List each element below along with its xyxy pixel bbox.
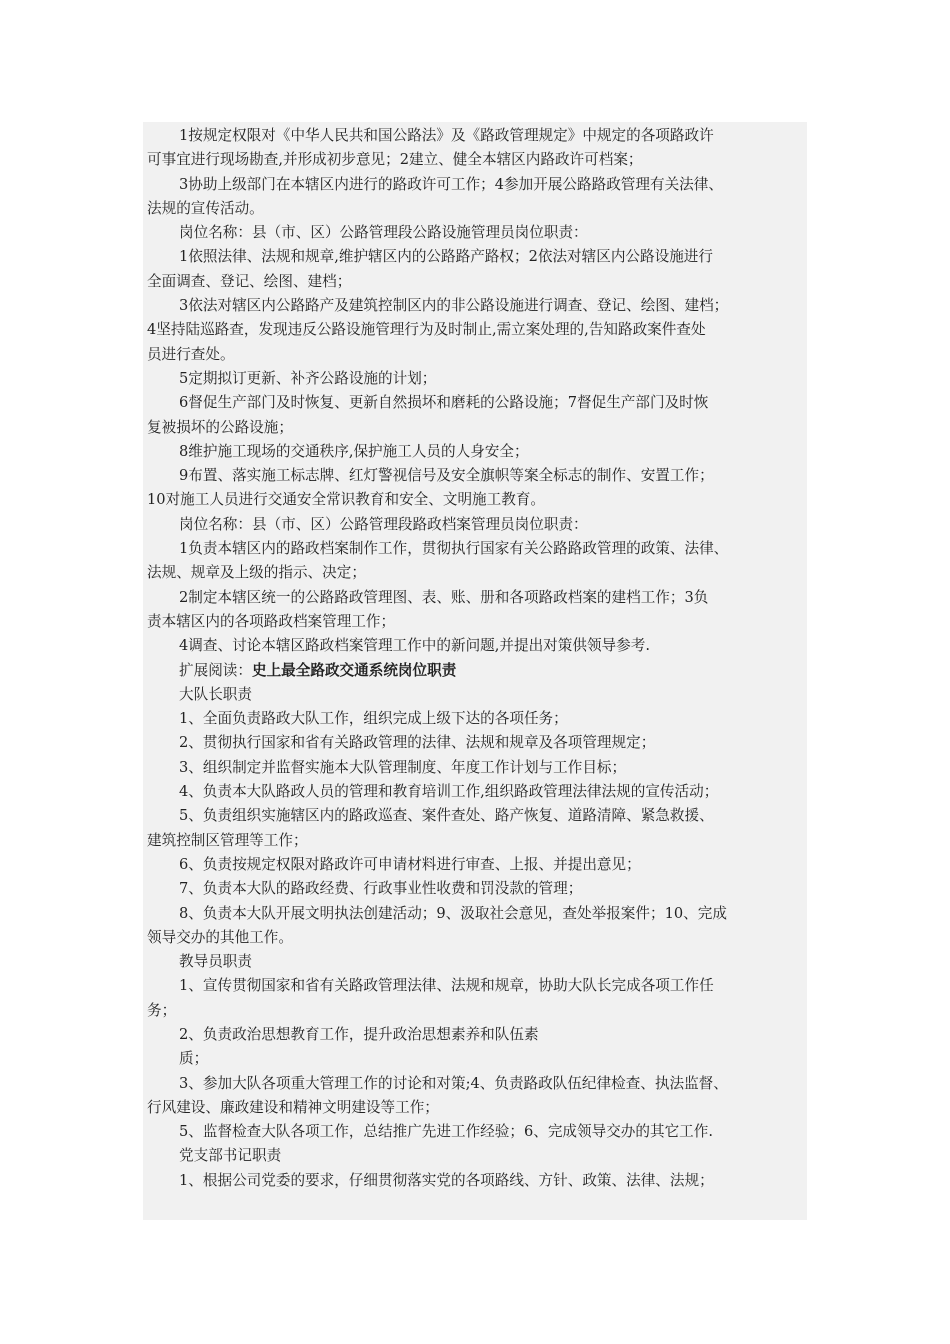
text-line xyxy=(147,950,803,974)
text-line-content: 责本辖区内的各项路政档案管理工作； xyxy=(147,612,396,630)
text-line xyxy=(147,464,803,488)
text-line-content: 岗位名称：县（市、区）公路管理段公路设施管理员岗位职责： xyxy=(179,224,588,242)
text-line xyxy=(147,221,803,245)
text-line-content: 9布置、落实施工标志牌、红灯警视信号及安全旗帜等案全标志的制作、安置工作； xyxy=(179,467,714,485)
text-line-content: 1按规定权限对《中华人民共和国公路法》及《路政管理规定》中规定的各项路政许 xyxy=(179,127,714,144)
text-line xyxy=(147,416,803,440)
text-line xyxy=(147,1120,803,1144)
text-line-content: 1负责本辖区内的路政档案制作工作，贯彻执行国家有关公路路政管理的政策、法律、 xyxy=(179,540,729,558)
text-line-content: 员进行查处。 xyxy=(147,345,235,363)
text-line xyxy=(147,902,803,926)
text-line-content: 可事宜进行现场勘查,并形成初步意见；2建立、健全本辖区内路政许可档案； xyxy=(147,151,643,169)
text-line xyxy=(147,537,803,561)
text-line xyxy=(147,1047,803,1071)
text-line xyxy=(147,391,803,415)
text-line-content: 法规的宣传活动。 xyxy=(147,199,264,217)
text-line xyxy=(147,926,803,950)
text-line xyxy=(147,440,803,464)
text-line-content: 党支部书记职责 xyxy=(179,1147,282,1165)
text-line-content: 8、负责本大队开展文明执法创建活动；9、汲取社会意见，查处举报案件；10、完成 xyxy=(179,904,727,922)
text-line xyxy=(147,804,803,828)
text-line xyxy=(147,197,803,221)
text-line-content: 5、监督检查大队各项工作，总结推广先进工作经验；6、完成领导交办的其它工作. xyxy=(179,1123,713,1141)
text-line-content: 法规、规章及上级的指示、决定； xyxy=(147,564,366,582)
text-line xyxy=(147,124,803,148)
bold-link-text: 史上最全路政交通系统岗位职责 xyxy=(251,661,457,679)
text-line xyxy=(147,586,803,610)
text-line xyxy=(147,1096,803,1120)
text-line-content: 8维护施工现场的交通秩序,保护施工人员的人身安全； xyxy=(179,442,529,460)
text-line-content: 1、全面负责路政大队工作，组织完成上级下达的各项任务； xyxy=(179,710,568,728)
text-line-content: 3、组织制定并监督实施本大队管理制度、年度工作计划与工作目标； xyxy=(179,758,627,776)
text-line-content: 1、宣传贯彻国家和省有关路政管理法律、法规和规章，协助大队长完成各项工作任 xyxy=(179,977,714,995)
text-line xyxy=(147,1169,803,1193)
text-line-content: 3依法对辖区内公路路产及建筑控制区内的非公路设施进行调查、登记、绘图、建档； xyxy=(179,297,729,315)
text-line-content: 5、负责组织实施辖区内的路政巡查、案件查处、路产恢复、道路清障、紧急救援、 xyxy=(179,807,714,825)
text-line-content: 3、参加大队各项重大管理工作的讨论和对策;4、负责路政队伍纪律检查、执法监督、 xyxy=(179,1074,728,1092)
text-line-content: 行风建设、廉政建设和精神文明建设等工作； xyxy=(147,1098,439,1116)
text-line-content: 质； xyxy=(179,1050,209,1068)
text-line xyxy=(147,731,803,755)
document-text-block xyxy=(143,122,807,1220)
text-line-content: 全面调查、登记、绘图、建档； xyxy=(147,272,352,290)
text-line-content: 1依照法律、法规和规章,维护辖区内的公路路产路权；2依法对辖区内公路设施进行 xyxy=(179,248,713,266)
text-line-content: 2、负责政治思想教育工作，提升政治思想素养和队伍素 xyxy=(179,1025,539,1043)
text-line xyxy=(147,610,803,634)
text-line-content: 大队长职责 xyxy=(179,685,252,703)
text-line xyxy=(147,318,803,342)
text-line xyxy=(147,294,803,318)
text-line xyxy=(147,974,803,998)
text-line-content: 3协助上级部门在本辖区内进行的路政许可工作；4参加开展公路路政管理有关法律、 xyxy=(179,175,723,193)
text-line xyxy=(147,999,803,1023)
text-line-content: 4、负责本大队路政人员的管理和教育培训工作,组织路政管理法律法规的宣传活动； xyxy=(179,783,719,801)
text-line-content: 2、贯彻执行国家和省有关路政管理的法律、法规和规章及各项管理规定； xyxy=(179,734,656,752)
text-line xyxy=(147,148,803,172)
text-line-content: 岗位名称：县（市、区）公路管理段路政档案管理员岗位职责： xyxy=(179,515,588,533)
text-line-content: 1、根据公司党委的要求，仔细贯彻落实党的各项路线、方针、政策、法律、法规； xyxy=(179,1171,714,1189)
text-line-content: 扩展阅读： xyxy=(179,661,252,679)
text-line xyxy=(147,634,803,658)
text-line xyxy=(147,367,803,391)
text-line-content: 2制定本辖区统一的公路路政管理图、表、账、册和各项路政档案的建档工作；3负 xyxy=(179,588,709,606)
text-line-content: 10对施工人员进行交通安全常识教育和安全、文明施工教育。 xyxy=(147,491,546,509)
text-line-content: 6督促生产部门及时恢复、更新自然损坏和磨耗的公路设施；7督促生产部门及时恢 xyxy=(179,394,709,412)
text-line-content: 4坚持陆巡路查，发现违反公路设施管理行为及时制止,需立案处理的,告知路政案件查处 xyxy=(147,321,706,339)
text-line xyxy=(147,343,803,367)
text-line xyxy=(147,877,803,901)
text-line-content: 务； xyxy=(147,1001,177,1019)
text-line xyxy=(147,829,803,853)
text-line xyxy=(147,1023,803,1047)
text-line xyxy=(147,488,803,512)
text-line-content: 4调查、讨论本辖区路政档案管理工作中的新问题,并提出对策供领导参考. xyxy=(179,637,650,655)
text-line xyxy=(147,659,803,683)
text-line-content: 建筑控制区管理等工作； xyxy=(147,831,308,849)
text-line xyxy=(147,513,803,537)
text-line xyxy=(147,707,803,731)
text-line-content: 6、负责按规定权限对路政许可申请材料进行审查、上报、并提出意见； xyxy=(179,855,641,873)
text-line xyxy=(147,756,803,780)
text-line xyxy=(147,1072,803,1096)
text-line-content: 7、负责本大队的路政经费、行政事业性收费和罚没款的管理； xyxy=(179,880,583,898)
text-line xyxy=(147,270,803,294)
text-line-content: 教导员职责 xyxy=(179,953,252,971)
text-line xyxy=(147,245,803,269)
text-line-content: 5定期拟订更新、补齐公路设施的计划； xyxy=(179,369,437,387)
text-line xyxy=(147,683,803,707)
text-line xyxy=(147,853,803,877)
text-line xyxy=(147,1144,803,1168)
text-line xyxy=(147,561,803,585)
text-line xyxy=(147,780,803,804)
text-line-content: 领导交办的其他工作。 xyxy=(147,928,293,946)
text-line-content: 复被损坏的公路设施； xyxy=(147,418,293,436)
text-line xyxy=(147,173,803,197)
